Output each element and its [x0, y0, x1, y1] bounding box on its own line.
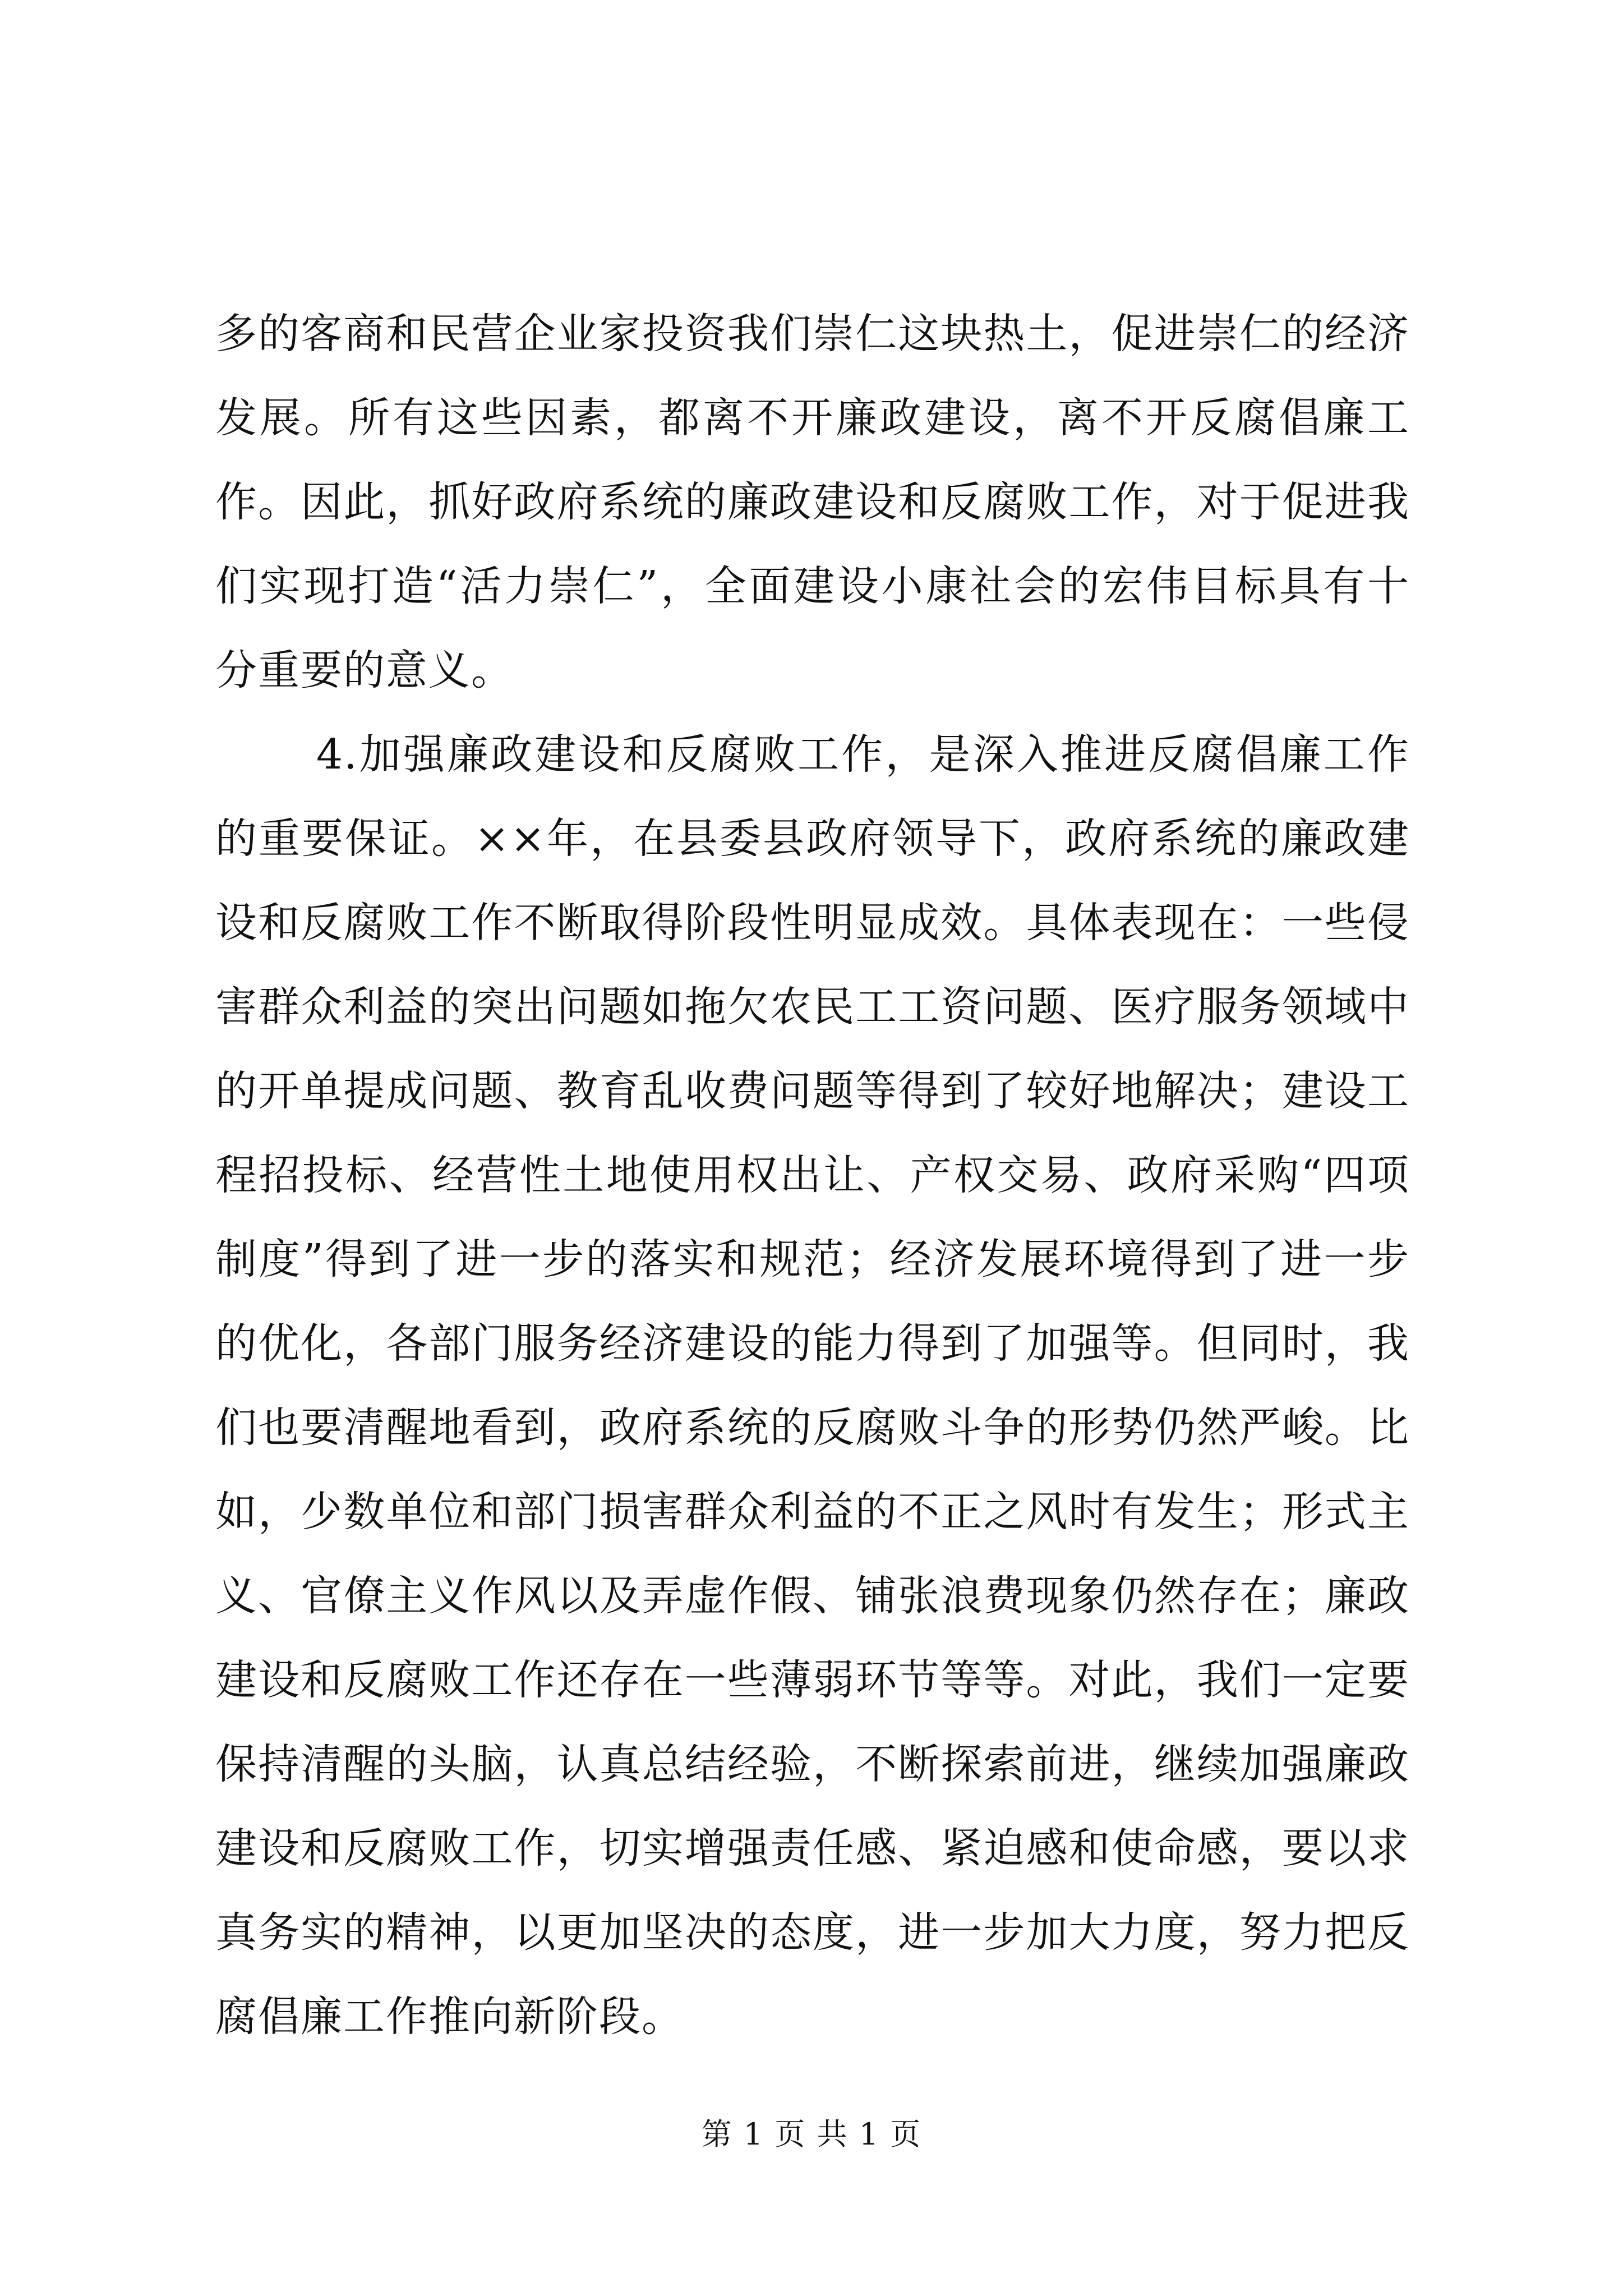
paragraph-1: 多的客商和民营企业家投资我们崇仁这块热土，促进崇仁的经济发展。所有这些因素，都离不开廉政建设，离不开反腐倡廉工作。因此，抓好政府系统的廉政建设和反腐败工作，对于促进我们实现打造“活力崇仁”，全面建设小康社会的宏伟目标具有十分重要的意义。 — [215, 310, 1410, 694]
document-body — [215, 292, 1410, 2059]
paragraph-2: 4.加强廉政建设和反腐败工作，是深入推进反腐倡廉工作的重要保证。××年，在县委县政府领导下，政府系统的廉政建设和反腐败工作不断取得阶段性明显成效。具体表现在：一些侵害群众利益的突出问题如拖欠农民工工资问题、医疗服务领域中的开单提成问题、教育乱收费问题等得到了较好地解决；建设工程招投标、经营性土地使用权出让、产权交易、政府采购“四项制度”得到了进一步的落实和规范；经济发展环境得到了进一步的优化，各部门服务经济建设的能力得到了加强等。但同时，我们也要清醒地看到，政府系统的反腐败斗争的形势仍然严峻。比如，少数单位和部门损害群众利益的不正之风时有发生；形式主义、官僚主义作风以及弄虚作假、铺张浪费现象仍然存在；廉政建设和反腐败工作还存在一些薄弱环节等等。对此，我们一定要保持清醒的头脑，认真总结经验，不断探索前进，继续加强廉政建设和反腐败工作，切实增强责任感、紧迫感和使命感，要以求真务实的精神，以更加坚决的态度，进一步加大力度，努力把反腐倡廉工作推向新阶段。 — [215, 730, 1410, 2041]
page-footer: 第 1 页 共 1 页 — [701, 2116, 922, 2152]
